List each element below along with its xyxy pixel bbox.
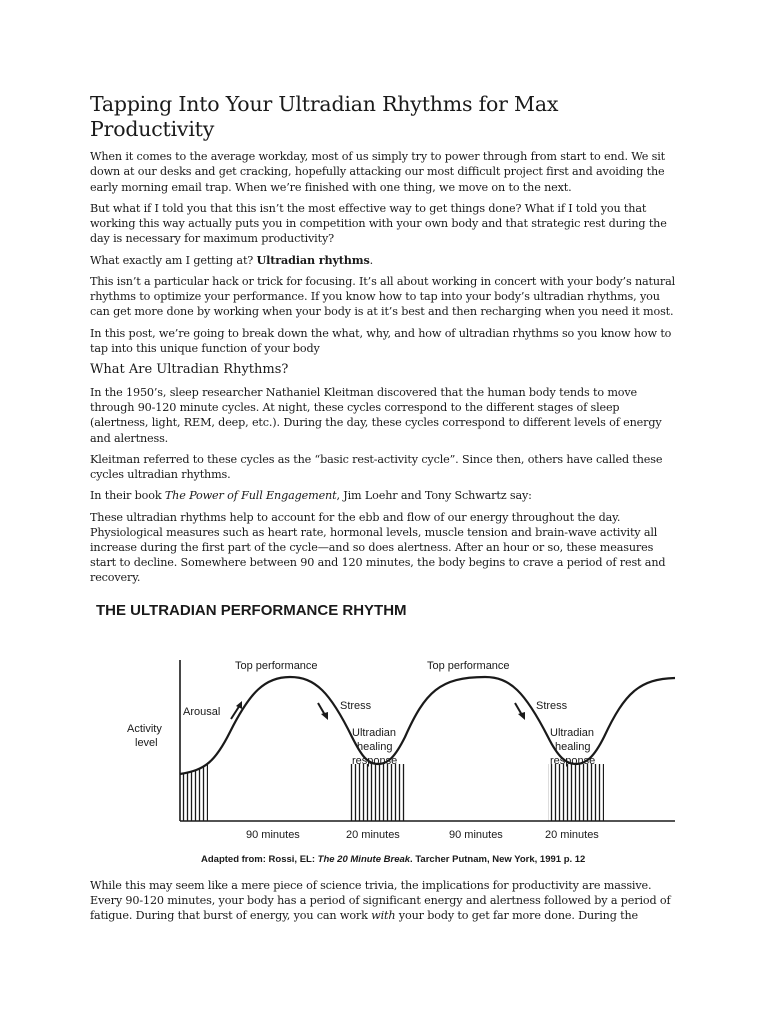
y-label-line-2: level: [135, 736, 158, 749]
x-label-20-minutes-2: 20 minutes: [545, 828, 599, 841]
top-performance-label-1: Top performance: [235, 659, 318, 672]
paragraph-intro: When it comes to the average workday, most of us simply try to power through from start to end. We sit down at our desks and get cracking, hopefully attacking our most difficult project first and avoiding the early morning email trap. When we’re finished with one thing, we move on to the next.: [90, 150, 665, 194]
paragraph-getting-at: [90, 253, 680, 268]
top-performance-label-2: Top performance: [427, 659, 510, 672]
healing-label-1-line-1: Ultradian: [352, 726, 397, 739]
ultradian-rhythms-emphasis: Ultradian rhythms: [256, 252, 370, 267]
figure-source: [201, 854, 585, 865]
figure-source-prefix: Adapted from: Rossi, EL:: [201, 853, 318, 865]
with-emphasis: with: [371, 909, 396, 923]
paragraph-getting-at-text: What exactly am I getting at?: [90, 253, 257, 267]
ultradian-rhythm-figure: [90, 592, 680, 872]
stress-label-2: Stress: [536, 699, 568, 712]
paragraph-question: But what if I told you that this isn’t the most effective way to get things done? What if I told you that working this way actually puts you in competition with your own body and that strategic rest during the day is necessary for maximum productivity?: [90, 201, 667, 246]
book-title: The Power of Full Engagement: [164, 489, 337, 503]
paragraph-this-post: In this post, we’re going to break down the what, why, and how of ultradian rhythms so you know how to tap into this unique function of your body: [90, 326, 672, 355]
x-label-20-minutes-1: 20 minutes: [346, 828, 400, 841]
paragraph-implications: [90, 878, 680, 924]
rest-region-2: [350, 764, 406, 821]
healing-label-1-line-3: response: [352, 754, 398, 767]
paragraph-kleitman-discovery: In the 1950’s, sleep researcher Nathaniel Kleitman discovered that the human body tends to move through 90-120 minute cycles. At night, these cycles correspond to the different stages of sleep (alertness, light, REM, deep, etc.). During the day, these cycles correspond to different levels of energy and alertness.: [90, 385, 662, 445]
article: [90, 92, 680, 929]
paragraph-quote: These ultradian rhythms help to account for the ebb and flow of our energy throughout the day. Physiological measures such as heart rate, hormonal levels, muscle tension and brain-wave activity all increase during the first part of the cycle—and so does alertness. After an hour or so, these measures start to decline. Somewhere between 90 and 120 minutes, the body begins to crave a period of rest and recovery.: [90, 510, 666, 585]
healing-label-2-line-3: response: [550, 754, 596, 767]
paragraph-getting-at-end: .: [369, 253, 374, 267]
page-title: Tapping Into Your Ultradian Rhythms for Max Productivity: [90, 92, 559, 141]
y-label-line-1: Activity: [127, 722, 162, 735]
stress-label-1: Stress: [340, 699, 372, 712]
healing-label-1-line-2: healing: [357, 740, 393, 753]
x-label-90-minutes-2: 90 minutes: [449, 828, 503, 841]
healing-label-2-line-2: healing: [555, 740, 591, 753]
implications-end: your body to get far more done. During the: [395, 909, 638, 923]
healing-label-2-line-1: Ultradian: [550, 726, 595, 739]
paragraph-kleitman-cycle: Kleitman referred to these cycles as the “basic rest-activity cycle”. Since then, others have called these cycles ultradian rhythms.: [90, 452, 663, 482]
ultradian-rhythm-diagram: [90, 592, 680, 872]
paragraph-book-intro: [90, 488, 680, 503]
rest-region-3: [548, 764, 604, 821]
implications-text: While this may seem like a mere piece of science trivia, the implications for productivity are massive. Every 90-120 minutes, your body has a period of significant energy and alertness followed by a period of fatigue. During that burst of energy, you can work: [90, 878, 671, 923]
x-label-90-minutes-1: 90 minutes: [246, 828, 300, 841]
book-intro-end: , Jim Loehr and Tony Schwartz say:: [336, 489, 532, 503]
figure-source-suffix: . Tarcher Putnam, New York, 1991 p. 12: [410, 853, 586, 865]
figure-title: THE ULTRADIAN PERFORMANCE RHYTHM: [96, 601, 407, 619]
paragraph-not-a-hack: This isn’t a particular hack or trick for focusing. It’s all about working in concert with your body’s natural rhythms to optimize your performance. If you know how to tap into your body’s ultradian rhythms, you can get more done by working when your body is at it’s best and then recharging when you need it most.: [90, 274, 676, 319]
book-intro-text: In their book: [90, 489, 165, 503]
arousal-label: Arousal: [183, 705, 221, 718]
figure-source-book: The 20 Minute Break: [317, 853, 411, 865]
section-heading: What Are Ultradian Rhythms?: [90, 362, 289, 377]
activity-curve: [180, 677, 675, 774]
stress-arrow-icon-2: [515, 703, 525, 720]
stress-arrow-icon-1: [318, 703, 328, 720]
arousal-arrow-icon: [231, 701, 242, 719]
